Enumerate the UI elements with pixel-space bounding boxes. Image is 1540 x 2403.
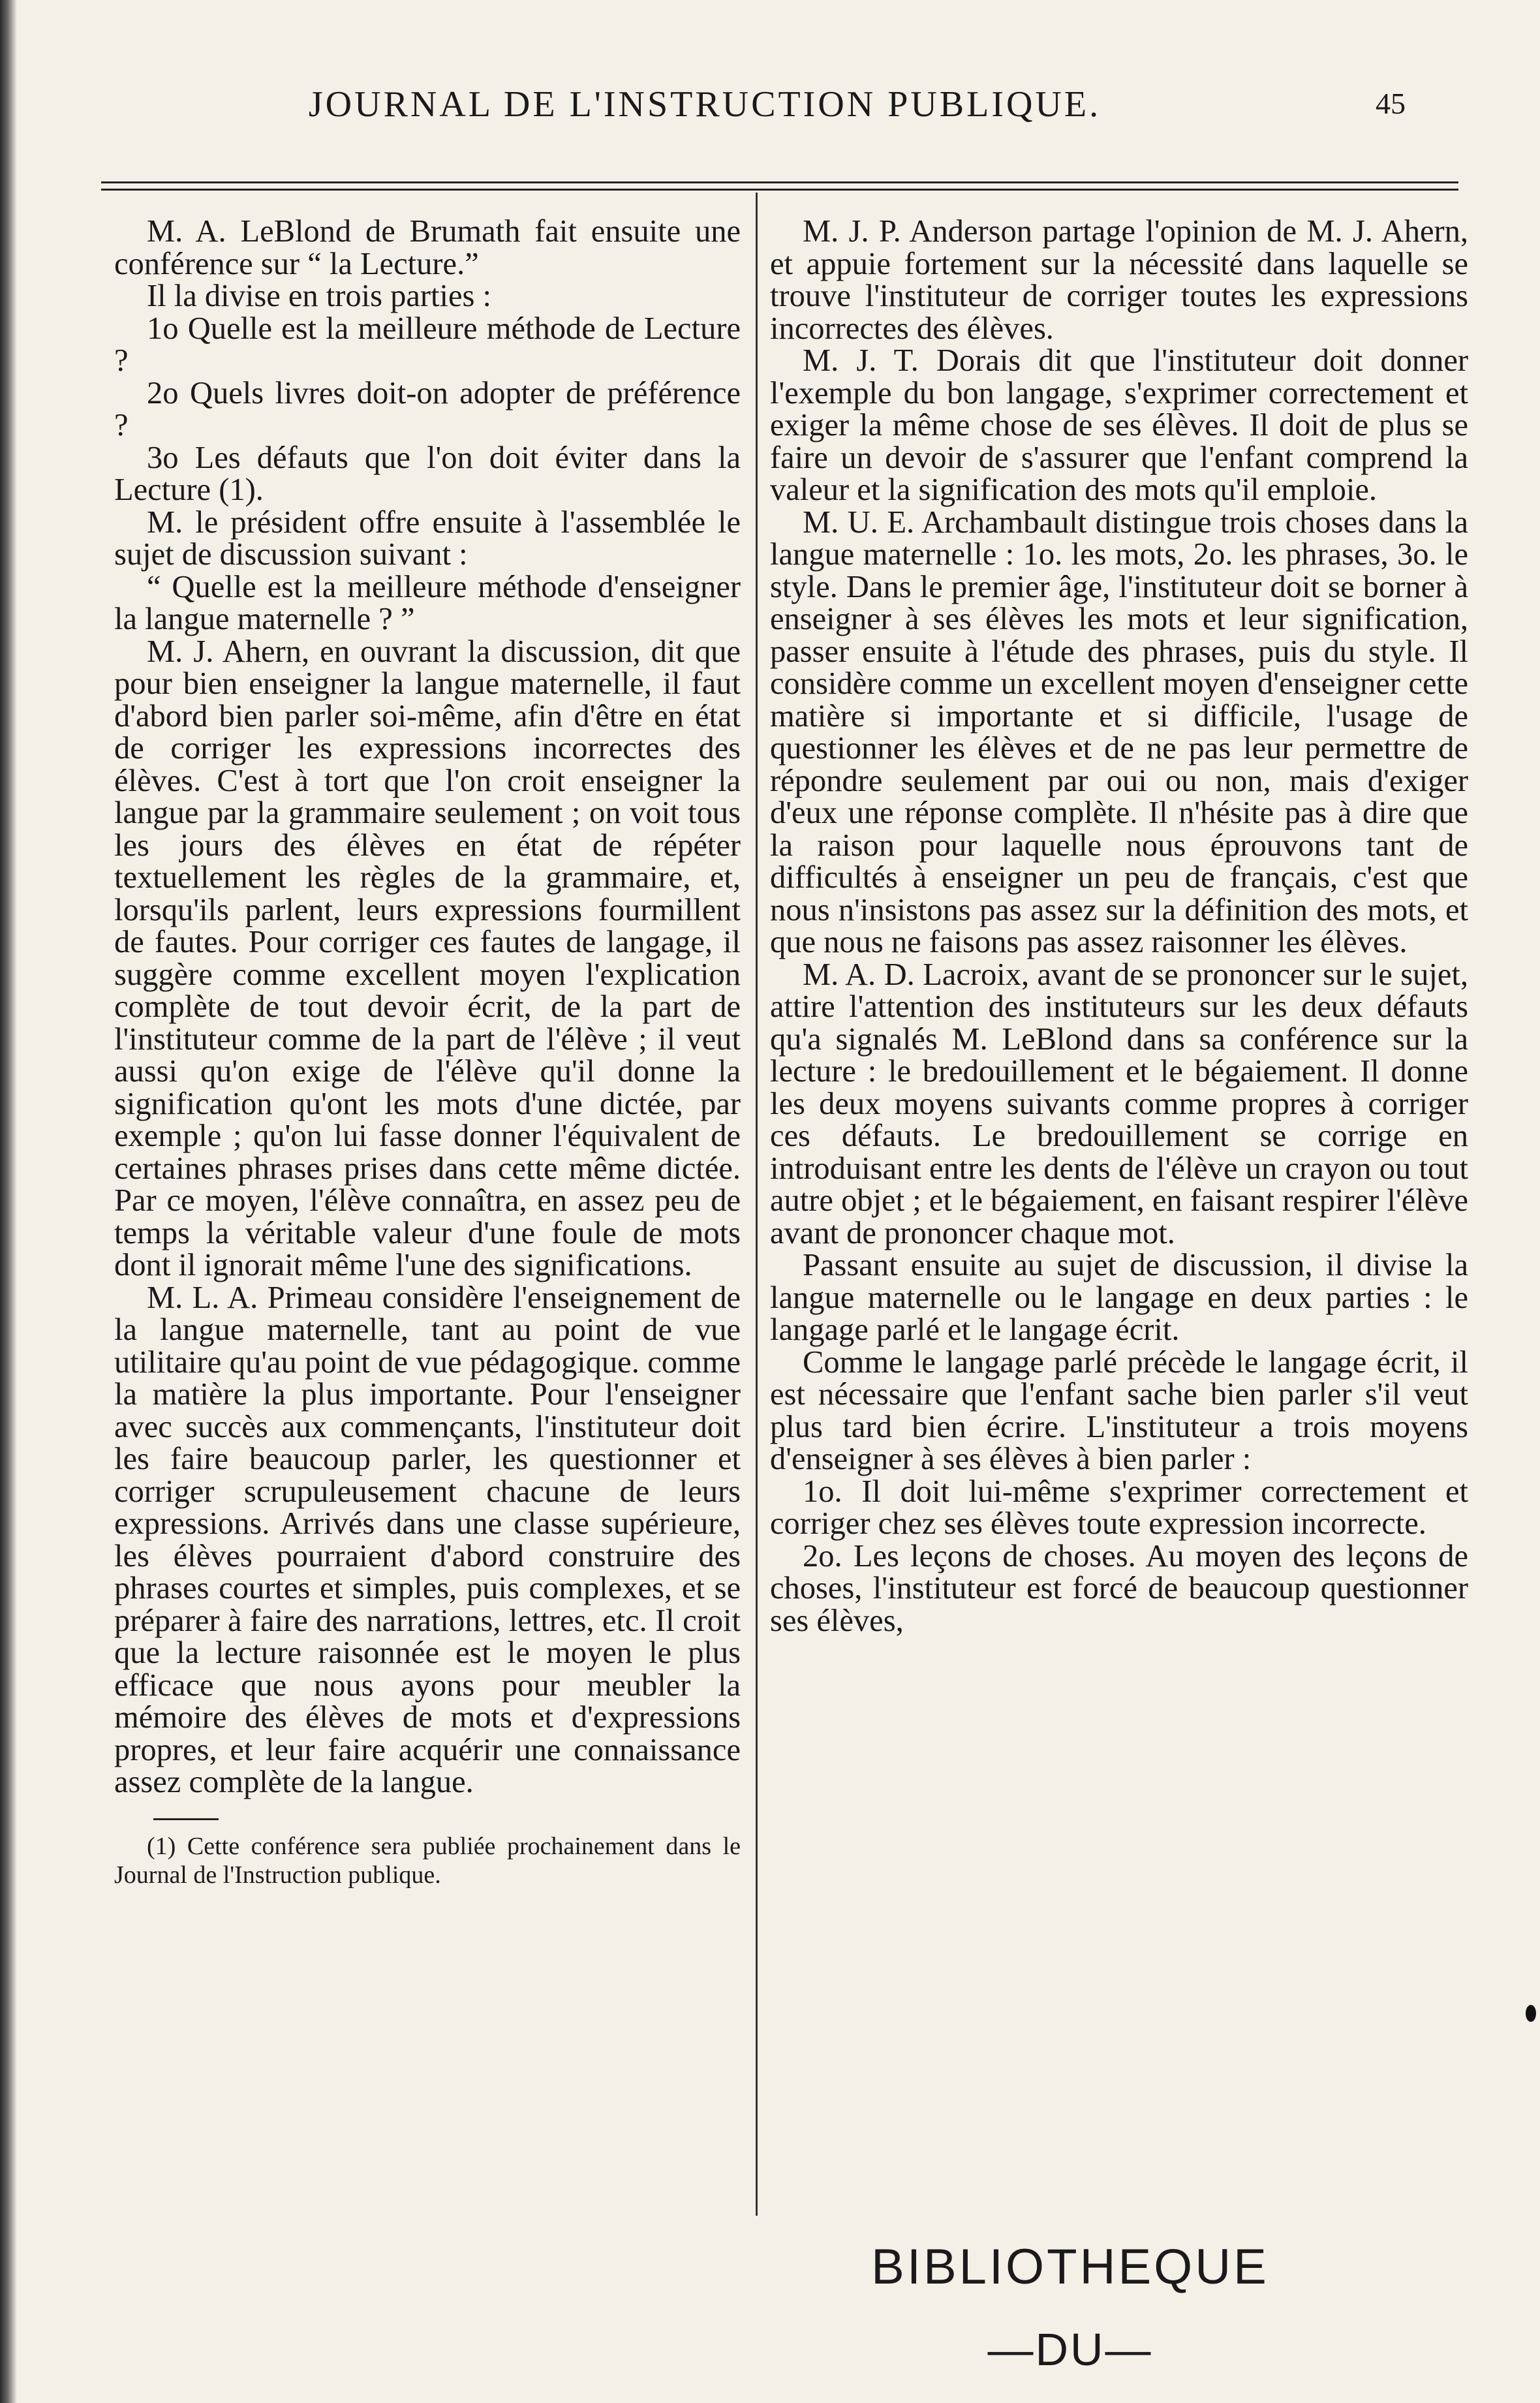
paragraph: M. J. Ahern, en ouvrant la discussion, dit que pour bien enseigner la langue maternelle, il faut d'abord bien parler soi-même, afin d'être en état de corriger les expressions incorrectes des élèves. C'est à tort que l'on croit enseigner la langue par la grammaire seulement ; on voit tous les jours des élèves en état de répéter textuellement les règles de la grammaire, et, lorsqu'ils parlent, leurs expressions fourmillent de fautes. Pour corriger ces fautes de langage, il suggère comme excellent moyen l'explication complète de tout devoir écrit, de la part de l'instituteur comme de la part de l'élève ; il veut aussi qu'on exige de l'élève qu'il donne la signification qu'ont les mots d'une dictée, par exemple ; qu'on lui fasse donner l'équivalent de certaines phrases prises dans cette même dictée. Par ce moyen, l'élève connaîtra, en assez peu de temps la véritable valeur d'une foule de mots dont il ignorait même l'une des significations. (114, 634, 741, 1282)
paragraph: 3o Les défauts que l'on doit éviter dans la Lecture (1). (114, 440, 741, 507)
footnote: (1) Cette conférence sera publiée prochainement dans le Journal de l'Instruction publique. (114, 1832, 741, 1889)
paragraph: “ Quelle est la meilleure méthode d'enseigner la langue maternelle ? ” (114, 569, 741, 636)
paragraph: 2o. Les leçons de choses. Au moyen des leçons de choses, l'instituteur est forcé de beaucoup questionner ses élèves, (770, 1538, 1468, 1638)
library-stamp: BIBLIOTHEQUE (871, 2239, 1269, 2295)
paragraph: M. A. LeBlond de Brumath fait ensuite une conférence sur “ la Lecture.” (114, 214, 741, 281)
library-stamp-sub: —DU— (987, 2324, 1153, 2375)
paragraph: Comme le langage parlé précède le langage écrit, il est nécessaire que l'enfant sache bien parler s'il veut plus tard bien écrire. L'instituteur a trois moyens d'enseigner à ses élèves à bien parler : (770, 1344, 1468, 1476)
page-title: JOURNAL DE L'INSTRUCTION PUBLIQUE. (308, 84, 1101, 125)
paragraph: 1o Quelle est la meilleure méthode de Lecture ? (114, 311, 741, 378)
header-rule-top (101, 181, 1458, 183)
paragraph: M. U. E. Archambault distingue trois choses dans la langue maternelle : 1o. les mots, 2o. les phrases, 3o. le style. Dans le premier âge, l'instituteur doit se borner à enseigner à ses élèves les mots et leur signification, passer ensuite à l'étude des phrases, puis du style. Il considère comme un excellent moyen d'enseigner cette matière si importante et si difficile, l'usage de questionner les élèves et de ne pas leur permettre de répondre seulement par oui ou non, mais d'exiger d'eux une réponse complète. Il n'hésite pas à dire que la raison pour laquelle nous éprouvons tant de difficultés à enseigner un peu de français, c'est que nous n'insistons pas assez sur la définition des mots, et que nous ne faisons pas assez raisonner les élèves. (770, 504, 1468, 959)
paragraph: M. L. A. Primeau considère l'enseignement de la langue maternelle, tant au point de vue utilitaire qu'au point de vue pédagogique. comme la matière la plus importante. Pour l'enseigner avec succès aux commençants, l'instituteur doit les faire beaucoup parler, les questionner et corriger scrupuleusement chacune de leurs expressions. Arrivés dans une classe supérieure, les élèves pourraient d'abord construire des phrases courtes et simples, puis complexes, et se préparer à faire des narrations, lettres, etc. Il croit que la lecture raisonnée est le moyen le plus efficace que nous ayons pour meubler la mémoire des élèves de mots et d'expressions propres, et leur faire acquérir une connaissance assez complète de la langue. (114, 1280, 741, 1799)
left-column (114, 215, 741, 1889)
paragraph: M. A. D. Lacroix, avant de se prononcer sur le sujet, attire l'attention des instituteurs sur les deux défauts qu'a signalés M. LeBlond dans sa conférence sur la lecture : le bredouillement et le bégaiement. Il donne les deux moyens suivants comme propres à corriger ces défauts. Le bredouillement se corrige en introduisant entre les dents de l'élève un crayon ou tout autre objet ; et le bégaiement, en faisant respirer l'élève avant de prononcer chaque mot. (770, 957, 1468, 1250)
paragraph: Il la divise en trois parties : (147, 279, 491, 313)
paragraph: 2o Quels livres doit-on adopter de préférence ? (114, 375, 741, 442)
paragraph: Passant ensuite au sujet de discussion, il divise la langue maternelle ou le langage en deux parties : le langage parlé et le langage écrit. (770, 1248, 1468, 1347)
paragraph: 1o. Il doit lui-même s'exprimer correctement et corriger chez ses élèves toute expression incorrecte. (770, 1474, 1468, 1541)
ink-mark (1526, 2005, 1536, 2022)
paragraph: M. le président offre ensuite à l'assemblée le sujet de discussion suivant : (114, 504, 741, 572)
page-number: 45 (1376, 87, 1406, 120)
right-column (770, 215, 1468, 1637)
paragraph: M. J. P. Anderson partage l'opinion de M. J. Ahern, et appuie fortement sur la nécessité dans laquelle se trouve l'instituteur de corriger toutes les expressions incorrectes des élèves. (770, 214, 1468, 346)
header-rule-bottom (101, 189, 1458, 191)
binding-shadow (0, 0, 17, 2403)
footnote-rule (153, 1818, 219, 1820)
paragraph: M. J. T. Dorais dit que l'instituteur doit donner l'exemple du bon langage, s'exprimer correctement et exiger la même chose de ses élèves. Il doit de plus se faire un devoir de s'assurer que l'enfant comprend la valeur et la signification des mots qu'il emploie. (770, 343, 1468, 507)
column-divider (756, 193, 758, 2216)
